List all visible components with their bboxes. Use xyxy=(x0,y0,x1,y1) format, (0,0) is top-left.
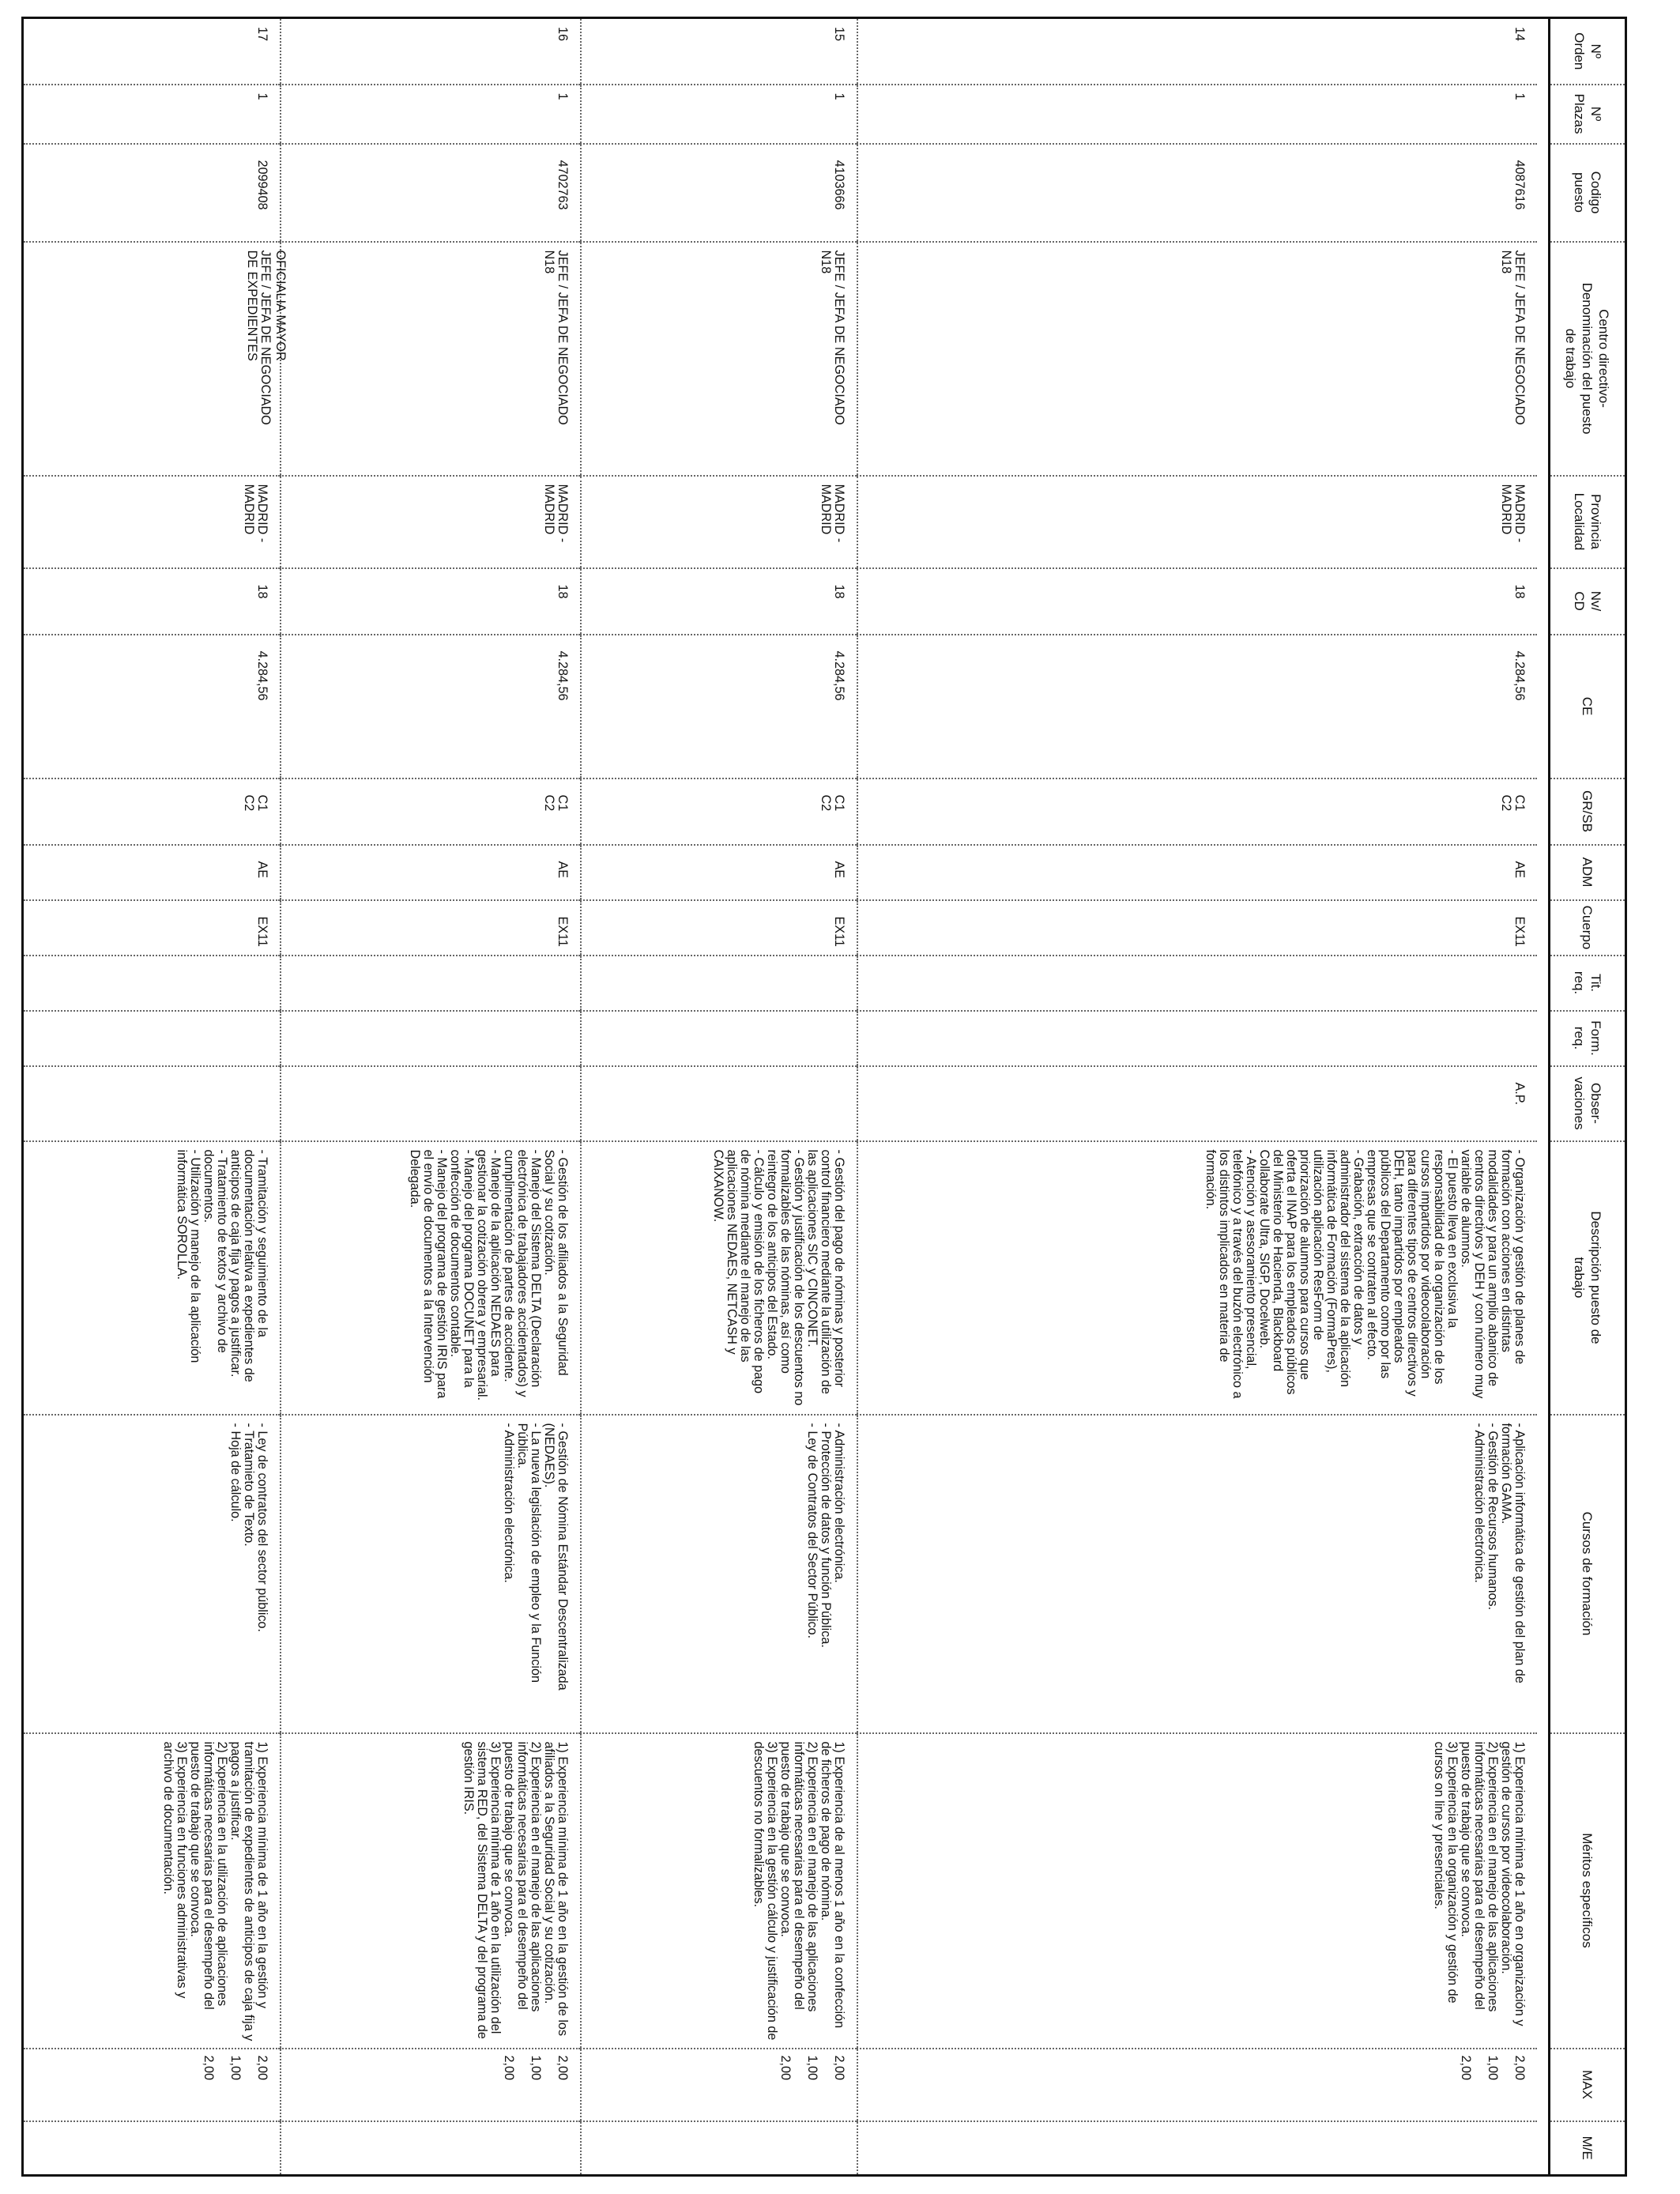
cell-formacion xyxy=(23,1011,281,1066)
cell-plazas: 1 xyxy=(23,85,281,144)
centro-text: JEFE / JEFA DE NEGOCIADO DE EXPEDIENTES xyxy=(245,250,273,425)
cell-ce: 4.284,56 xyxy=(23,635,281,778)
max-value-3: 2,00 xyxy=(778,2055,793,2081)
cell-me xyxy=(281,2121,581,2176)
header-cuerpo: Cuerpo xyxy=(1550,900,1626,956)
cell-formacion xyxy=(281,1011,581,1066)
cell-observaciones xyxy=(581,1066,857,1141)
cell-observaciones: A.P. xyxy=(857,1066,1537,1141)
cell-adm: AE xyxy=(281,845,581,900)
header-me: M/E xyxy=(1550,2121,1626,2176)
cell-orden: 16 xyxy=(281,18,581,85)
cell-cuerpo: EX11 xyxy=(281,900,581,956)
table-row xyxy=(281,18,581,2176)
cell-observaciones xyxy=(23,1066,281,1141)
cell-provincia: MADRID - MADRID xyxy=(857,476,1537,568)
cell-me xyxy=(23,2121,281,2176)
table-row xyxy=(581,18,857,2176)
cell-orden: 14 xyxy=(857,18,1537,85)
top-spacer-row xyxy=(1537,18,1550,2176)
cell-descripcion: - Tramitación y seguimiento de la documentación relativa a expedientes de anticipos de caja fija y pagos a justificar. - Tratamiento de textos y archivo de documentos. - Utilización y manejo de la aplicación informática SOROLLA. xyxy=(23,1141,281,1415)
cell-grupo: C1 C2 xyxy=(281,778,581,845)
max-value-2: 1,00 xyxy=(228,2055,243,2081)
cell-max xyxy=(281,2049,581,2121)
cell-meritos: 1) Experiencia de al menos 1 año en la confección de ficheros de pago de nómina. 2) Experiencia en el manejo de las aplicaciones informáticas necesarias para el desempeño del puesto de trabajo que se convoca. 3) Experiencia en la gestión cálculo y justificación de descuentos no formalizables. xyxy=(581,1733,857,2049)
max-value-1: 2,00 xyxy=(1512,2055,1527,2081)
header-grupo: GR/SB xyxy=(1550,778,1626,845)
cell-cuerpo: EX11 xyxy=(581,900,857,956)
max-value-3: 2,00 xyxy=(1459,2055,1473,2081)
cell-centro: JEFE / JEFA DE NEGOCIADO N18 xyxy=(857,242,1537,476)
cell-nivel: 18 xyxy=(23,568,281,635)
cell-nivel: 18 xyxy=(857,568,1537,635)
cell-me xyxy=(581,2121,857,2176)
cell-plazas: 1 xyxy=(581,85,857,144)
positions-table xyxy=(22,17,1628,2177)
cell-adm: AE xyxy=(23,845,281,900)
table-row xyxy=(23,18,281,2176)
header-adm: ADM xyxy=(1550,845,1626,900)
cell-meritos: 1) Experiencia mínima de 1 año en la gestión y tramitación de expedientes de anticipos de caja fija y pagos a justificar. 2) Experiencia en la utilización de aplicaciones informáticas necesarias para el desempeño del puesto de trabajo que se convoca. 3) Experiencia en funciones administrativas y archivo de documentación. xyxy=(23,1733,281,2049)
header-titulacion: Tit. req. xyxy=(1550,956,1626,1011)
cell-nivel: 18 xyxy=(581,568,857,635)
cell-cuerpo: EX11 xyxy=(23,900,281,956)
cell-provincia: MADRID - MADRID xyxy=(23,476,281,568)
cell-adm: AE xyxy=(581,845,857,900)
cell-provincia: MADRID - MADRID xyxy=(281,476,581,568)
cell-cursos: - Administración electrónica. - Protección de datos y función Pública. - Ley de Contratos del Sector Público. xyxy=(581,1415,857,1733)
cell-cursos: - Gestión de Nómina Estándar Descentralizada (NEDAES). - La nueva legislación de empleo y la Función Pública. - Administración electrónica. xyxy=(281,1415,581,1733)
max-value-3: 2,00 xyxy=(202,2055,216,2081)
cell-titulacion xyxy=(581,956,857,1011)
max-value-3: 2,00 xyxy=(502,2055,516,2081)
max-value-1: 2,00 xyxy=(556,2055,570,2081)
cell-max xyxy=(23,2049,281,2121)
max-value-2: 1,00 xyxy=(805,2055,819,2081)
header-meritos: Méritos específicos xyxy=(1550,1733,1626,2049)
table-row xyxy=(857,18,1537,2176)
header-orden: Nº Orden xyxy=(1550,18,1626,85)
spacer-cell xyxy=(1537,18,1550,2176)
cell-codigo: 4087616 xyxy=(857,144,1537,242)
cell-grupo: C1 C2 xyxy=(581,778,857,845)
cell-observaciones xyxy=(281,1066,581,1141)
cell-codigo: 4702763 xyxy=(281,144,581,242)
header-observaciones: Obser- vaciones xyxy=(1550,1066,1626,1141)
cell-titulacion xyxy=(23,956,281,1011)
cell-ce: 4.284,56 xyxy=(857,635,1537,778)
header-centro: Centro directivo- Denominación del puesto de trabajo xyxy=(1550,242,1626,476)
cell-meritos: 1) Experiencia mínima de 1 año en organización y gestión de cursos por videocolaboración. 2) Experiencia en el manejo de las aplicaciones informáticas necesarias para el desempeño del puesto de trabajo que se convoca. 3) Experiencia en la organización y gestión de cursos on line y presenciales. xyxy=(857,1733,1537,2049)
cell-max xyxy=(857,2049,1537,2121)
cell-codigo: 2099408 xyxy=(23,144,281,242)
cell-cursos: - Ley de contratos del sector público. - Tratamieto de Texto. - Hoja de cálculo. xyxy=(23,1415,281,1733)
header-ce: CE xyxy=(1550,635,1626,778)
cell-descripcion: - Gestión de los afiliados a la Seguridad Social y su cotización. - Manejo del Sistema DELTA (Declaración electrónica de trabajadores accidentados) y cumplimentación de partes de accidente. - Manejo de la aplicación NEDAES para gestionar la cotización obrera y empresarial. - Manejo del programa DOCUNET para la confección de documentos contable. - Manejo del programa de gestión IRIS para el envío de documentos a la Intervención Delegada. xyxy=(281,1141,581,1415)
cell-plazas: 1 xyxy=(857,85,1537,144)
cell-titulacion xyxy=(857,956,1537,1011)
cell-me xyxy=(857,2121,1537,2176)
cell-ce: 4.284,56 xyxy=(581,635,857,778)
cell-provincia: MADRID - MADRID xyxy=(581,476,857,568)
cell-titulacion xyxy=(281,956,581,1011)
cell-adm: AE xyxy=(857,845,1537,900)
cell-orden: 17 xyxy=(23,18,281,85)
cell-orden: 15 xyxy=(581,18,857,85)
cell-centro: JEFE / JEFA DE NEGOCIADO N18 xyxy=(581,242,857,476)
cell-cuerpo: EX11 xyxy=(857,900,1537,956)
max-value-2: 1,00 xyxy=(1486,2055,1500,2081)
cell-plazas: 1 xyxy=(281,85,581,144)
cell-formacion xyxy=(581,1011,857,1066)
max-value-1: 2,00 xyxy=(832,2055,846,2081)
header-cursos: Cursos de formación xyxy=(1550,1415,1626,1733)
cell-descripcion: - Gestión del pago de nóminas y posterior control financiero mediante la utilización de las aplicaciones SIC y CINCONET. - Gestión y justificación de los descuentos no formalizables de las nóminas, así como reintegro de los anticipos del Estado. - Cálculo y emisión de los ficheros de pago de nómina mediante el manejo de las aplicaciones NEDAES, NETCASH y CAIXANOW. xyxy=(581,1141,857,1415)
cell-grupo: C1 C2 xyxy=(23,778,281,845)
header-formacion: Form. req. xyxy=(1550,1011,1626,1066)
cell-descripcion: - Organización y gestión de planes de formación con acciones en distintas modalidades y para un amplio abanico de centros directivos y DEH y con número muy variable de alumnos. - El puesto lleva en exclusiva la responsabilidad de la organización de los cursos impartidos por videocolaboración para diferentes tipos de centros directivos y DEH, tanto impartidos por empleados públicos del Departamento como por las empresas que se contraten al efecto. - Grabación, extracción de datos y administrador del sistema de la aplicación informática de Formación (FormaPres), utilización aplicación ResForm de priorización de alumnos para cursos que oferta el INAP para los empleados públicos del Ministerio de Hacienda, Blackboard Collaborate Ultra, SIGP, Docelweb. - Atención y asesoramiento presencial, telefónico y a través del buzón electrónico a los distintos implicados en materia de formación. xyxy=(857,1141,1537,1415)
header-nivel: Nv/ CD xyxy=(1550,568,1626,635)
header-codigo: Codigo puesto xyxy=(1550,144,1626,242)
cell-formacion xyxy=(857,1011,1537,1066)
cell-max xyxy=(581,2049,857,2121)
header-row xyxy=(1550,18,1626,2176)
cell-nivel: 18 xyxy=(281,568,581,635)
header-descripcion: Descripción puesto de trabajo xyxy=(1550,1141,1626,1415)
max-value-1: 2,00 xyxy=(255,2055,269,2081)
header-plazas: Nº Plazas xyxy=(1550,85,1626,144)
cell-codigo: 4103666 xyxy=(581,144,857,242)
rotated-table-canvas xyxy=(28,17,1627,2174)
cell-grupo: C1 C2 xyxy=(857,778,1537,845)
section-heading: OFICIALIA MAYOR xyxy=(273,250,288,361)
max-value-2: 1,00 xyxy=(529,2055,543,2081)
cell-centro: JEFE / JEFA DE NEGOCIADO N18 xyxy=(281,242,581,476)
header-max: MAX xyxy=(1550,2049,1626,2121)
cell-ce: 4.284,56 xyxy=(281,635,581,778)
cell-centro xyxy=(23,242,288,476)
cell-cursos: - Aplicación informática de gestión del plan de formación GAMA. - Gestión de Recursos humanos. - Administración electrónica. xyxy=(857,1415,1537,1733)
cell-meritos: 1) Experiencia mínima de 1 año en la gestión de los afiliados a la Seguridad Social y su cotización. 2) Experiencia en el manejo de las aplicaciones informáticas necesarias para el desempeño del puesto de trabajo que se convoca. 3) Experiencia mínima de 1 año en la utilización del sistema RED, del Sistema DELTA y del programa de gestión IRIS. xyxy=(281,1733,581,2049)
header-provincia: Provincia Localidad xyxy=(1550,476,1626,568)
